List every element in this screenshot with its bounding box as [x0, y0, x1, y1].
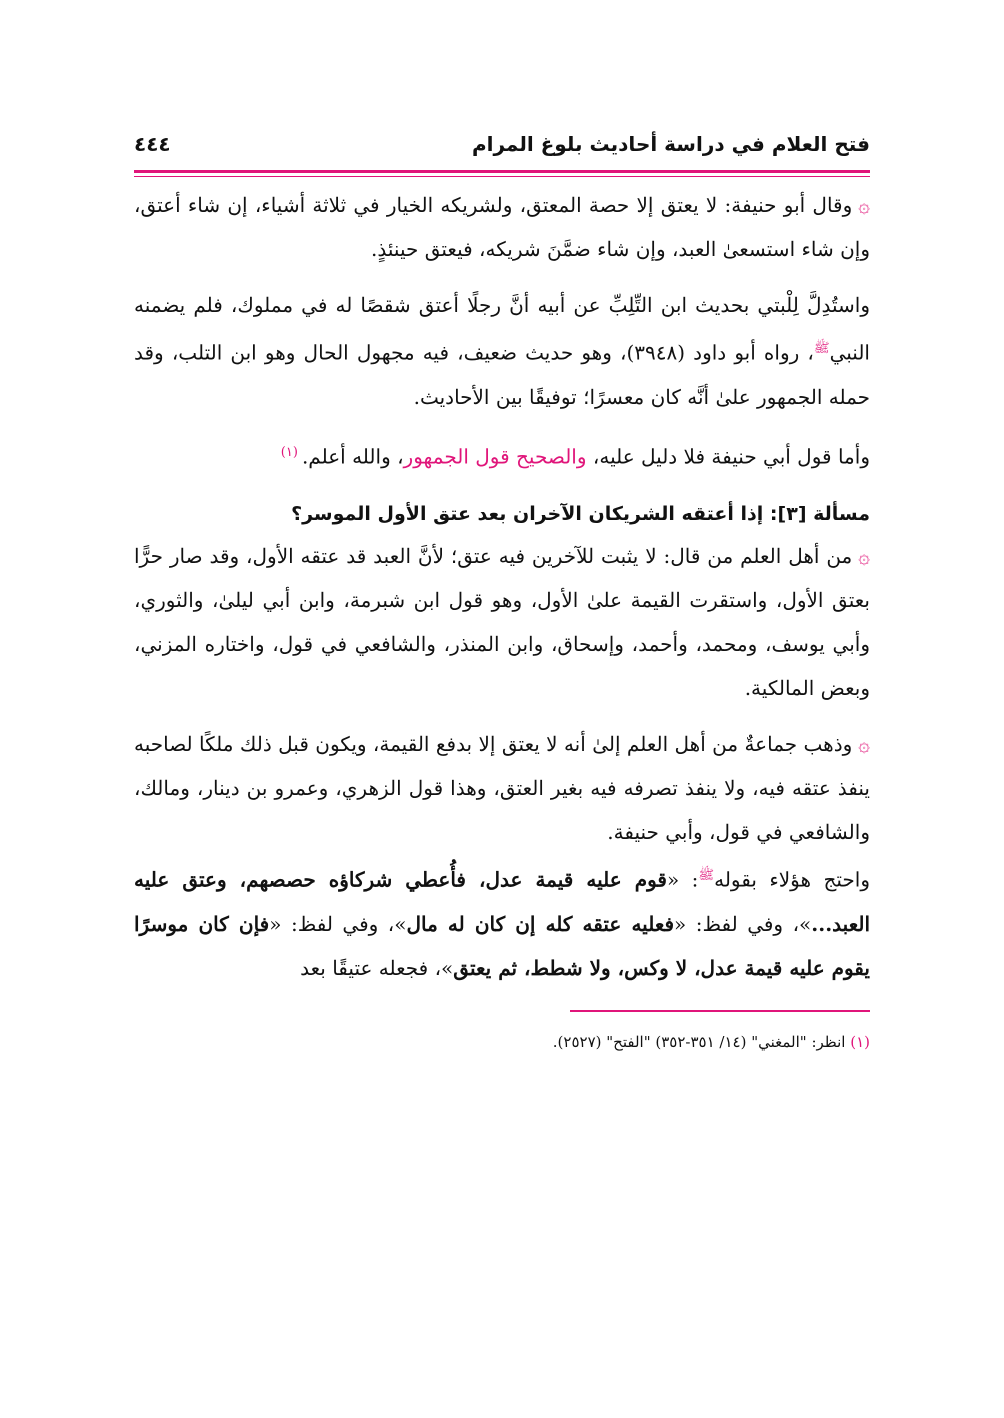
- hadith-quote-3: فإن كان موسرًا يقوم عليه قيمة عدل، لا وكس، ولا شطط، ثم يعتق: [134, 911, 870, 980]
- book-title: فتح العلام في دراسة أحاديث بلوغ المرام: [471, 132, 870, 156]
- hadith-quote-2: فعليه عتقه كله إن كان له مال: [406, 911, 675, 936]
- footnote-number: (١): [850, 1032, 870, 1051]
- paragraph-3: وأما قول أبي حنيفة فلا دليل عليه، والصحيح قول الجمهور، والله أعلم.$^{(١)}$: [280, 444, 870, 469]
- paragraph-2: واستُدِلَّ لِلْبتي بحديث ابن التِّلِبِّ عن أبيه أنَّ رجلًا أعتق شقصًا له في مملوك، فلم يضمنه النبي$^ﷺ$، رواه أبو داود (٣٩٤٨)، وهو حديث ضعيف، فيه مجهول الحال وهو ابن التلب، وقد حمله الجمهور علىٰ أنَّه كان معسرًا؛ توفيقًا بين الأحاديث.: [134, 293, 870, 409]
- flower-icon: ۞: [858, 732, 870, 757]
- paragraph-4: ۞من أهل العلم من قال: لا يثبت للآخرين فيه عتق؛ لأنَّ العبد قد عتقه الأول، وقد صار حرًّا بعتق الأول، واستقرت القيمة علىٰ الأول، وهو قول ابن شبرمة، وابن أبي ليلىٰ، والثوري، وأبي يوسف، ومحمد، وأحمد، وإسحاق، وابن المنذر، والشافعي في قول، واختاره المزني، وبعض المالكية.: [134, 544, 870, 701]
- hadith-quote-1: قوم عليه قيمة عدل، فأُعطي شركاؤه حصصهم، وعتق عليه العبد...: [134, 867, 871, 936]
- page-header: [134, 122, 870, 166]
- paragraph-1: ۞وقال أبو حنيفة: لا يعتق إلا حصة المعتق، ولشريكه الخيار في ثلاثة أشياء، إن شاء أعتق، وإن شاء استسعىٰ العبد، وإن شاء ضمَّنَ شريكه، فيعتق حينئذٍ.: [134, 193, 870, 261]
- flower-icon: ۞: [858, 193, 870, 217]
- section-heading: مسألة [٣]: إذا أعتقه الشريكان الآخران بعد عتق الأول الموسر؟: [291, 503, 870, 526]
- pbuh-icon: ﷺ: [813, 341, 830, 356]
- page-number: ٤٤٤: [134, 132, 171, 156]
- pbuh-icon: ﷺ: [698, 868, 715, 884]
- paragraph-6: واحتج هؤلاء بقوله$^ﷺ$: «قوم عليه قيمة عدل، فأُعطي شركاؤه حصصهم، وعتق عليه العبد...»، وفي لفظ: «فعليه عتقه كله إن كان له مال»، وفي لفظ: «فإن كان موسرًا يقوم عليه قيمة عدل، لا وكس، ولا شطط، ثم يعتق»، فجعله عتيقًا بعد: [134, 867, 871, 980]
- page: [134, 122, 870, 1054]
- footnote-ref[interactable]: (١): [280, 444, 298, 460]
- paragraph-5: ۞وذهب جماعةٌ من أهل العلم إلىٰ أنه لا يعتق إلا بدفع القيمة، ويكون قبل ذلك ملكًا لصاحبه ينفذ عتقه فيه، ولا ينفذ تصرفه فيه بغير العتق، وهذا قول الزهري، وعمرو بن دينار، ومالك، والشافعي في قول، وأبي حنيفة.: [134, 732, 870, 845]
- main-text: [134, 183, 870, 990]
- flower-icon: ۞: [858, 544, 870, 569]
- footnote: [134, 1030, 870, 1054]
- header-rule-thick: [134, 170, 870, 173]
- header-rule-thin: [134, 176, 870, 177]
- highlighted-phrase: والصحيح قول الجمهور: [403, 444, 587, 469]
- footnote-rule: [570, 1010, 870, 1012]
- footnote-text: انظر: "المغني" (١٤/ ٣٥١-٣٥٢) "الفتح" (٢٥٢٧).: [552, 1032, 846, 1051]
